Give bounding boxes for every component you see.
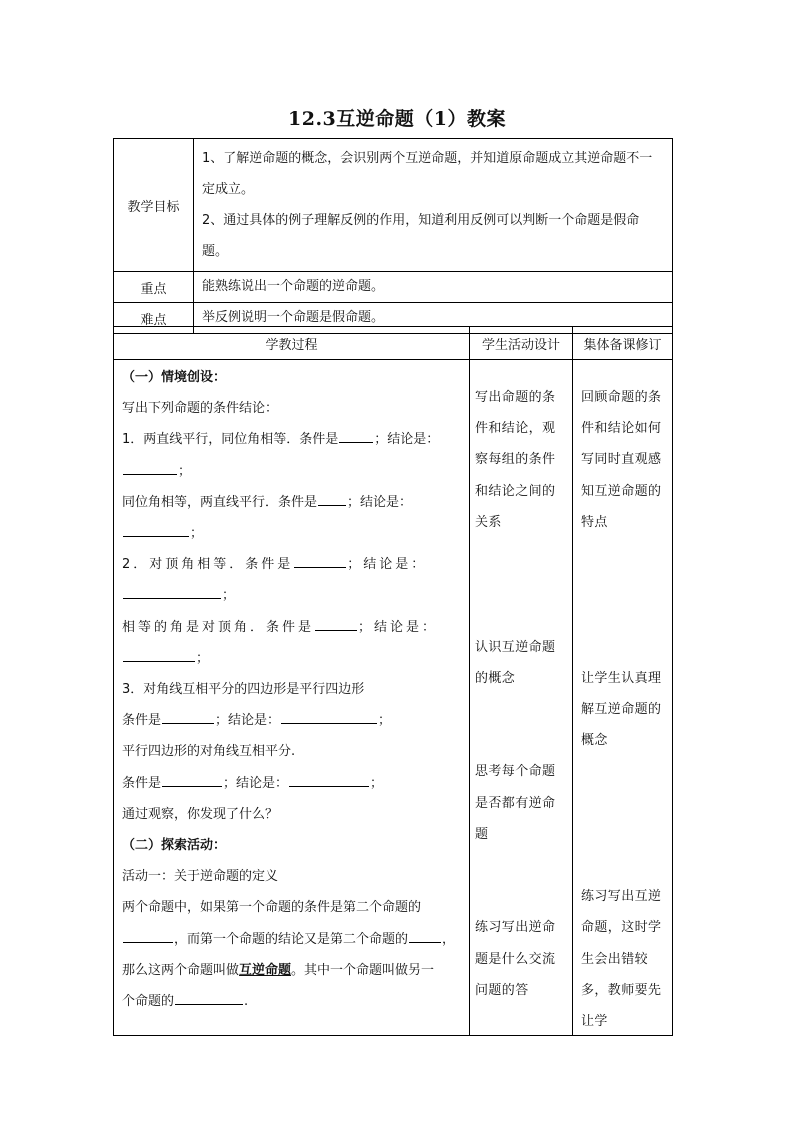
revision-note-2: 让学生认真理解互逆命题的概念	[581, 670, 662, 749]
student-activity-2: 认识互逆命题的概念	[475, 639, 556, 686]
goal-text	[194, 139, 673, 272]
problem-3b: 平行四边形的对角线互相平分.	[122, 744, 296, 760]
header-revision: 集体备课修订	[573, 327, 673, 360]
header-student-activity: 学生活动设计	[470, 327, 573, 360]
student-activity-3: 思考每个命题是否都有逆命题	[475, 764, 556, 842]
difficulty-text: 举反例说明一个命题是假命题。	[194, 303, 673, 334]
problem-1a: 1．两直线平行，同位角相等．条件是 ；结论是：	[122, 424, 463, 455]
student-activity-1: 写出命题的条件和结论，观察每组的条件和结论之间的关系	[475, 390, 556, 530]
process-table	[113, 326, 673, 1036]
key-term: 互逆命题	[239, 962, 292, 978]
intro-line: 写出下列命题的条件结论：	[122, 401, 279, 417]
revision-note-3: 练习写出互逆命题，这时学生会出错较多，教师要先让学	[581, 889, 662, 1029]
objectives-table	[113, 138, 673, 334]
document-title: 12.3互逆命题（1）教案	[288, 108, 506, 130]
problem-2b: 相等的角是对顶角．条件是 ；结论是：	[122, 612, 463, 643]
key-point-label: 重点	[114, 272, 194, 303]
definition-line-4: 个命题的 .	[122, 986, 463, 1015]
observe-question: 通过观察，你发现了什么？	[122, 806, 279, 822]
definition-line-2: ，而第一个命题的结论又是第二个命题的 ，	[122, 924, 463, 955]
revision-note-1: 回顾命题的条件和结论如何写同时直观感知互逆命题的特点	[581, 390, 662, 530]
problem-2b-cont: ；	[122, 643, 463, 674]
problem-3a: 条件是 ；结论是： ；	[122, 705, 463, 736]
problem-1b: 同位角相等，两直线平行．条件是 ；结论是：	[122, 487, 463, 518]
goal-item-1: 1、了解逆命题的概念，会识别两个互逆命题，并知道原命题成立其逆命题不一定成立。	[202, 151, 653, 197]
process-cell	[114, 360, 470, 1036]
problem-1b-cont: ；	[122, 518, 463, 549]
problem-1a-cont: ；	[122, 456, 463, 487]
problem-2a: 2．对顶角相等．条件是 ；结论是：	[122, 549, 463, 580]
problem-3b-cont: 条件是 ；结论是： ；	[122, 768, 463, 799]
student-activity-cell	[470, 360, 573, 1036]
section-1-title: （一）情境创设：	[122, 370, 227, 385]
goal-item-2: 2、通过具体的例子理解反例的作用，知道利用反例可以判断一个命题是假命题。	[202, 213, 640, 259]
student-activity-4: 练习写出逆命题是什么交流问题的答	[475, 920, 556, 998]
definition-line-3: 那么这两个命题叫做互逆命题。其中一个命题叫做另一	[122, 962, 435, 978]
header-process: 学教过程	[114, 327, 470, 360]
problem-2a-cont: ；	[122, 580, 463, 611]
definition-line-1: 两个命题中，如果第一个命题的条件是第二个命题的	[122, 900, 422, 916]
difficulty-label: 难点	[114, 303, 194, 334]
revision-cell	[573, 360, 673, 1036]
activity-1-title: 活动一：关于逆命题的定义	[122, 869, 279, 885]
key-point-text: 能熟练说出一个命题的逆命题。	[194, 272, 673, 303]
problem-3: 3．对角线互相平分的四边形是平行四边形	[122, 682, 365, 698]
section-2-title: （二）探索活动：	[122, 838, 227, 854]
goal-label: 教学目标	[114, 139, 194, 272]
